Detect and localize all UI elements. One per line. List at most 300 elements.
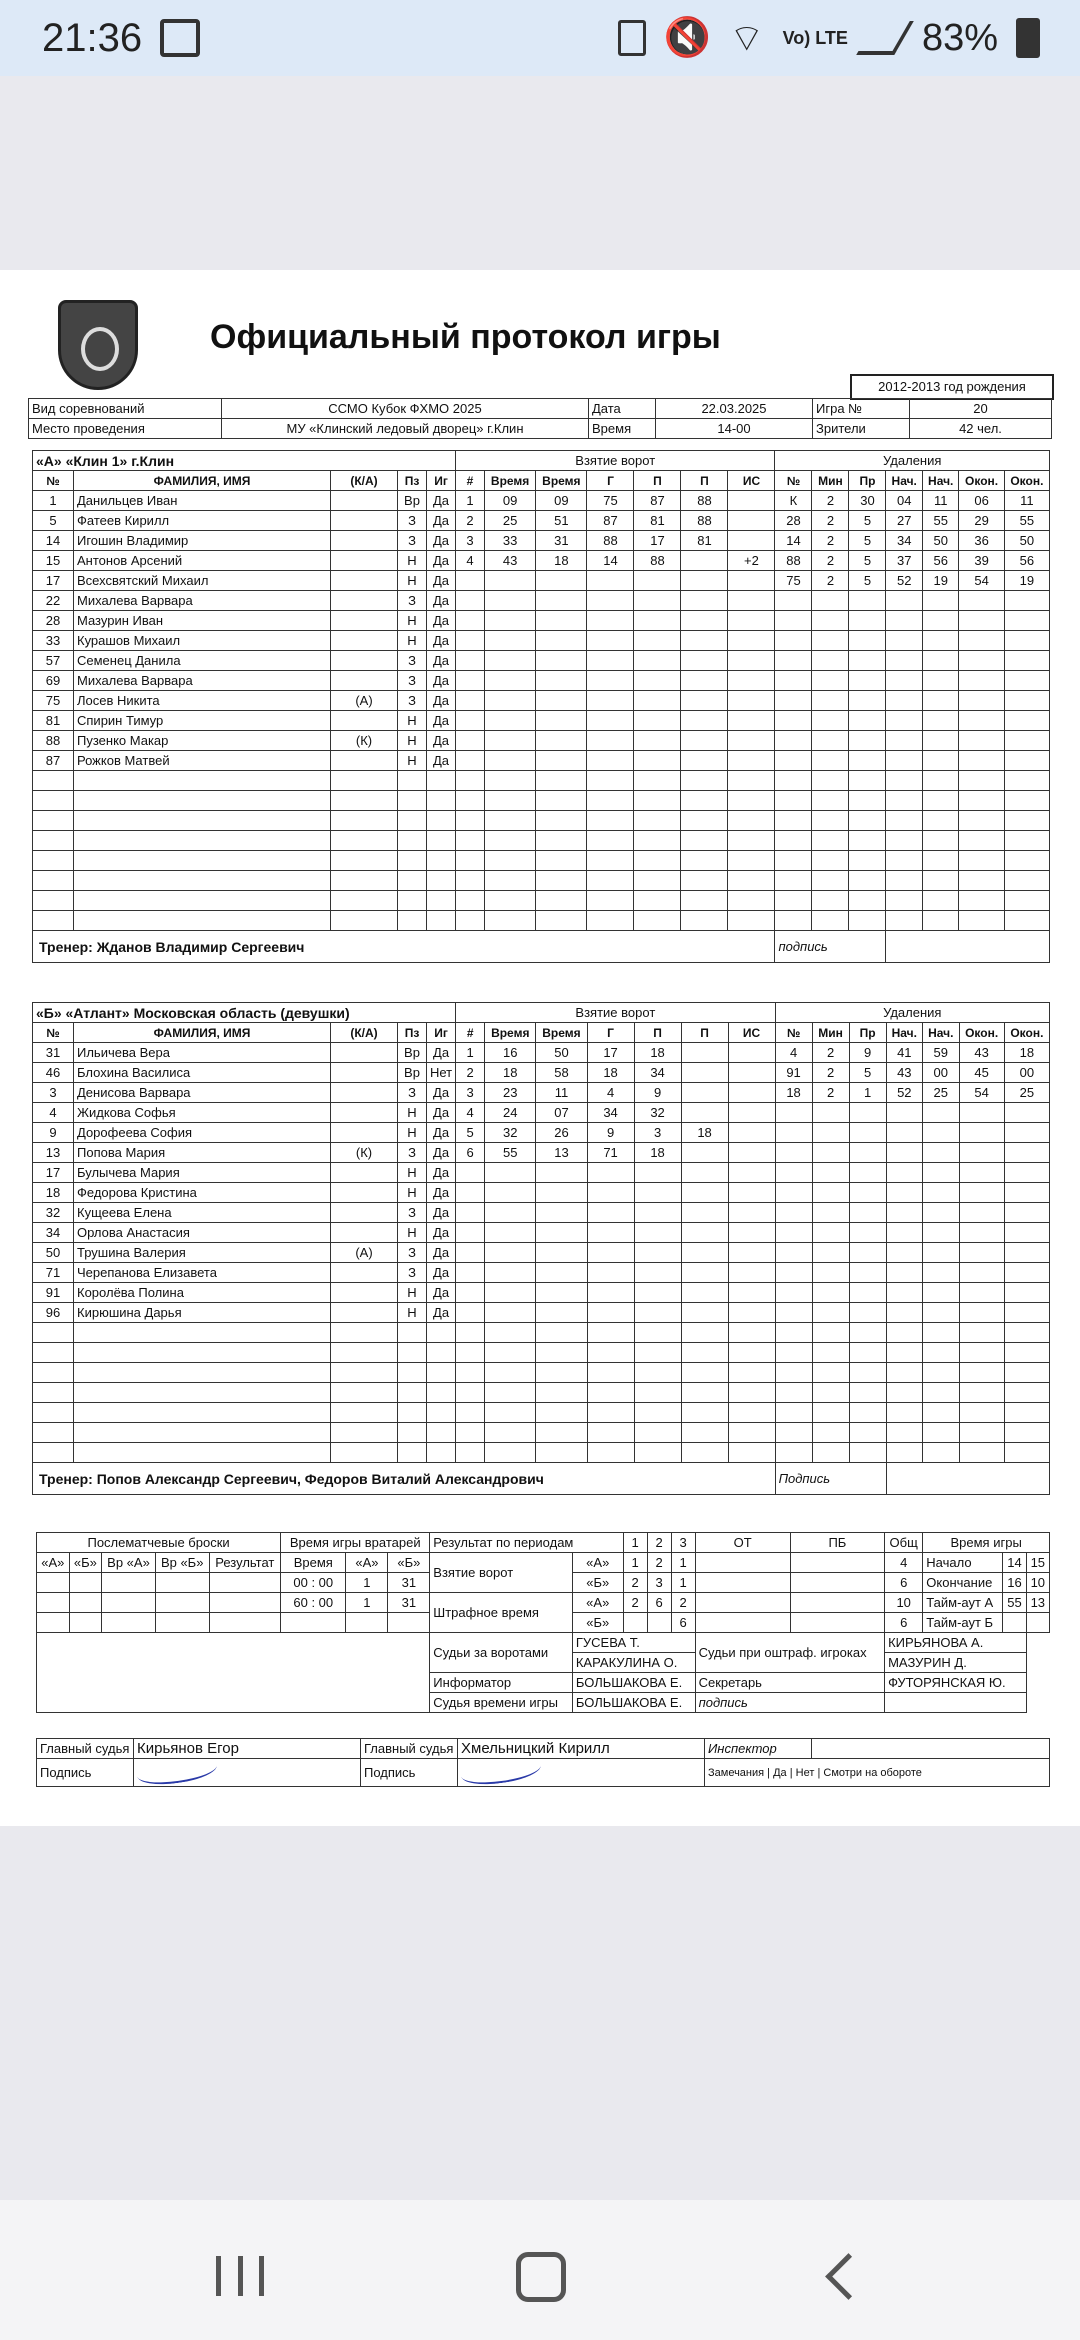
player-cell: З xyxy=(398,651,427,671)
goal-cell xyxy=(681,1283,728,1303)
penalty-cell xyxy=(1004,1103,1049,1123)
goal-cell xyxy=(485,891,536,911)
penalty-cell xyxy=(849,671,886,691)
penalty-cell xyxy=(775,891,812,911)
home-button[interactable] xyxy=(516,2252,566,2302)
penalty-cell xyxy=(849,1303,886,1323)
player-cell xyxy=(331,1423,398,1443)
penalty-cell xyxy=(1004,1123,1049,1143)
col-start2: Нач. xyxy=(923,1023,959,1043)
player-cell xyxy=(331,631,398,651)
player-cell: З xyxy=(398,1083,427,1103)
end-h: 16 xyxy=(1003,1573,1026,1593)
player-cell xyxy=(398,891,427,911)
penalty-cell xyxy=(849,1323,886,1343)
goal-cell xyxy=(728,851,775,871)
goal-cell xyxy=(587,1303,634,1323)
penalty-cell xyxy=(775,711,812,731)
player-cell xyxy=(398,1423,427,1443)
col-start: Нач. xyxy=(886,1023,922,1043)
goal-cell xyxy=(485,791,536,811)
penalty-cell xyxy=(775,1403,812,1423)
player-cell: Курашов Михаил xyxy=(74,631,331,651)
penalty-cell xyxy=(959,1443,1004,1463)
penalty-cell: 04 xyxy=(886,491,923,511)
shootout-header: Послематчевые броски xyxy=(37,1533,281,1553)
player-cell xyxy=(74,891,331,911)
goal-cell xyxy=(634,1343,681,1363)
penalty-cell xyxy=(959,1123,1004,1143)
goal-cell xyxy=(681,1323,728,1343)
penalty-cell xyxy=(849,1123,886,1143)
goal-cell xyxy=(681,1163,728,1183)
penalty-cell xyxy=(886,611,923,631)
col-is: ИС xyxy=(728,471,775,491)
goal-cell xyxy=(456,711,485,731)
player-cell: 88 xyxy=(33,731,74,751)
goal-cell xyxy=(634,1443,681,1463)
team-name: «А» «Клин 1» г.Клин xyxy=(33,451,456,471)
player-cell xyxy=(398,791,427,811)
goal-cell xyxy=(536,771,587,791)
player-cell: 57 xyxy=(33,651,74,671)
goal-cell xyxy=(485,771,536,791)
player-cell: 71 xyxy=(33,1263,74,1283)
goal-cell xyxy=(485,671,536,691)
penalty-cell: 5 xyxy=(849,571,886,591)
penalty-cell xyxy=(849,1143,886,1163)
penalty-cell xyxy=(886,911,923,931)
goal-cell xyxy=(681,551,728,571)
penalty-cell xyxy=(812,811,849,831)
penalty-cell: 50 xyxy=(1004,531,1049,551)
player-cell xyxy=(398,1383,427,1403)
goal-cell xyxy=(681,1063,728,1083)
penalty-cell xyxy=(775,1123,812,1143)
penalty-cell xyxy=(959,891,1004,911)
goal-cell: 07 xyxy=(536,1103,587,1123)
penalty-cell xyxy=(959,671,1004,691)
penalty-cell xyxy=(812,1383,849,1403)
player-cell: 69 xyxy=(33,671,74,691)
col-end2: Окон. xyxy=(1004,1023,1049,1043)
game-label: Игра № xyxy=(813,399,910,419)
goal-cell: 3 xyxy=(456,531,485,551)
player-cell: 31 xyxy=(33,1043,74,1063)
penalty-cell xyxy=(775,1263,812,1283)
goal-cell: 32 xyxy=(485,1123,536,1143)
player-cell: 32 xyxy=(33,1203,74,1223)
player-cell xyxy=(427,791,456,811)
goal-cell xyxy=(681,851,728,871)
col-num: № xyxy=(33,471,74,491)
goal-cell xyxy=(485,711,536,731)
player-cell: З xyxy=(398,511,427,531)
player-cell: Да xyxy=(427,711,456,731)
chief-ref-2-label: Главный судья xyxy=(361,1739,458,1759)
penalty-cell xyxy=(1004,671,1049,691)
goal-cell xyxy=(485,611,536,631)
player-cell xyxy=(331,771,398,791)
player-cell xyxy=(331,751,398,771)
table-row xyxy=(33,791,1050,811)
penalty-cell xyxy=(959,631,1004,651)
penalty-cell: 54 xyxy=(959,571,1004,591)
penalty-cell xyxy=(1004,851,1049,871)
penalty-cell: 25 xyxy=(923,1083,959,1103)
goal-cell xyxy=(634,1203,681,1223)
penalty-cell: 30 xyxy=(849,491,886,511)
goal-cell xyxy=(536,851,587,871)
gk-time-header: Время игры вратарей xyxy=(281,1533,430,1553)
goal-cell xyxy=(456,771,485,791)
penalty-cell xyxy=(1004,1423,1049,1443)
goal-cell xyxy=(587,1163,634,1183)
goal-cell xyxy=(536,1303,587,1323)
player-cell xyxy=(33,911,74,931)
goal-cell xyxy=(728,1263,775,1283)
goal-cell xyxy=(587,1283,634,1303)
penalty-cell xyxy=(775,611,812,631)
penalty-cell xyxy=(812,851,849,871)
goal-cell xyxy=(728,751,775,771)
player-cell: Да xyxy=(427,1303,456,1323)
goal-cell xyxy=(536,751,587,771)
penalty-cell xyxy=(922,811,959,831)
goal-cell xyxy=(681,811,728,831)
goal-cell xyxy=(728,1103,775,1123)
goal-cell xyxy=(681,651,728,671)
table-row xyxy=(33,571,1050,591)
player-cell: Да xyxy=(427,731,456,751)
goal-cell xyxy=(634,1223,681,1243)
protocol-title: Официальный протокол игры xyxy=(210,318,721,356)
penalty-cell: 55 xyxy=(922,511,959,531)
goal-cell xyxy=(485,1243,536,1263)
goal-cell xyxy=(728,1183,775,1203)
chief-ref-2: Хмельницкий Кирилл xyxy=(458,1739,705,1759)
goal-cell xyxy=(456,1423,485,1443)
penalty-cell xyxy=(1004,631,1049,651)
penalty-cell xyxy=(923,1123,959,1143)
penalty-cell xyxy=(922,711,959,731)
player-cell xyxy=(74,1383,331,1403)
penalty-cell xyxy=(959,1403,1004,1423)
penalty-cell xyxy=(922,831,959,851)
player-cell xyxy=(74,871,331,891)
player-cell xyxy=(427,811,456,831)
goal-cell xyxy=(456,1243,485,1263)
table-row xyxy=(33,1063,1050,1083)
recent-apps-button[interactable] xyxy=(216,2256,264,2296)
wifi-icon: ⌔ xyxy=(728,18,765,60)
penalty-cell: 50 xyxy=(922,531,959,551)
goal-cell xyxy=(456,1163,485,1183)
goal-cell xyxy=(485,571,536,591)
penalty-cell xyxy=(775,1103,812,1123)
penalty-cell xyxy=(812,591,849,611)
goal-cell: 81 xyxy=(681,531,728,551)
goal-cell xyxy=(456,1403,485,1423)
goal-cell xyxy=(587,1383,634,1403)
goal-cell xyxy=(681,571,728,591)
goal-cell xyxy=(485,1283,536,1303)
goal-cell xyxy=(587,1363,634,1383)
penalty-cell xyxy=(959,611,1004,631)
player-cell: Н xyxy=(398,751,427,771)
penalty-cell xyxy=(849,651,886,671)
goal-cell: 13 xyxy=(536,1143,587,1163)
goal-cell xyxy=(634,1183,681,1203)
penalty-cell: 19 xyxy=(922,571,959,591)
player-cell: Н xyxy=(398,1123,427,1143)
goal-cell: 32 xyxy=(634,1103,681,1123)
player-cell xyxy=(398,851,427,871)
penalty-cell xyxy=(959,1283,1004,1303)
goal-cell xyxy=(728,831,775,851)
player-cell xyxy=(427,1323,456,1343)
penalty-cell xyxy=(812,1423,849,1443)
penalty-cell xyxy=(886,1103,922,1123)
goal-cell xyxy=(681,1143,728,1163)
penalty-cell xyxy=(1004,1363,1049,1383)
penalty-cell xyxy=(1004,1223,1049,1243)
spectators-label: Зрители xyxy=(813,419,910,439)
player-cell: 87 xyxy=(33,751,74,771)
table-row xyxy=(33,751,1050,771)
table-row xyxy=(33,871,1050,891)
player-cell xyxy=(33,771,74,791)
goal-cell: 11 xyxy=(536,1083,587,1103)
goal-cell xyxy=(728,791,775,811)
penalty-cell xyxy=(959,1423,1004,1443)
penalty-cell xyxy=(849,751,886,771)
penalty-cell xyxy=(886,691,923,711)
player-cell xyxy=(398,1443,427,1463)
penalty-cell xyxy=(959,771,1004,791)
penalty-cell xyxy=(812,1263,849,1283)
player-cell: Да xyxy=(427,1103,456,1123)
player-cell: З xyxy=(398,531,427,551)
goal-cell xyxy=(485,1323,536,1343)
penalty-cell: 28 xyxy=(775,511,812,531)
goal-cell xyxy=(681,731,728,751)
player-cell: З xyxy=(398,591,427,611)
penalty-cell xyxy=(886,1363,922,1383)
penalty-cell xyxy=(923,1423,959,1443)
goal-cell xyxy=(456,611,485,631)
penalty-cell xyxy=(849,1183,886,1203)
penalty-cell xyxy=(886,591,923,611)
penalty-cell xyxy=(812,731,849,751)
player-cell: Рожков Матвей xyxy=(74,751,331,771)
penalty-cell xyxy=(886,651,923,671)
penalty-cell xyxy=(923,1103,959,1123)
table-row xyxy=(33,771,1050,791)
pen-judges-label: Судьи при оштраф. игроках xyxy=(695,1633,885,1673)
result-header: Результат по периодам xyxy=(430,1533,623,1553)
goal-cell xyxy=(728,1223,775,1243)
goal-cell xyxy=(681,691,728,711)
goal-cell xyxy=(634,1303,681,1323)
goal-cell xyxy=(536,651,587,671)
player-cell: 4 xyxy=(33,1103,74,1123)
goal-cell: 87 xyxy=(634,491,681,511)
goal-cell xyxy=(728,591,775,611)
goal-cell xyxy=(456,791,485,811)
goal-cell xyxy=(485,751,536,771)
goal-cell xyxy=(536,591,587,611)
table-row xyxy=(33,1223,1050,1243)
penalty-cell xyxy=(923,1283,959,1303)
penalty-cell xyxy=(886,1283,922,1303)
goal-cell xyxy=(456,631,485,651)
secretary-label: Секретарь xyxy=(695,1673,885,1693)
col-g: Г xyxy=(587,471,634,491)
goal-cell xyxy=(728,1443,775,1463)
goal-cell xyxy=(681,1423,728,1443)
goal-cell xyxy=(728,1243,775,1263)
back-button[interactable] xyxy=(825,2253,872,2300)
end-m: 10 xyxy=(1026,1573,1049,1593)
col-ka: (К/А) xyxy=(331,1023,398,1043)
goal-cell xyxy=(456,871,485,891)
period-pb: ПБ xyxy=(790,1533,884,1553)
goal-cell xyxy=(728,631,775,651)
goal-cell xyxy=(587,811,634,831)
player-cell xyxy=(33,1343,74,1363)
goal-cell xyxy=(681,1103,728,1123)
goal-cell xyxy=(728,891,775,911)
penalty-cell xyxy=(812,1323,849,1343)
goal-cell xyxy=(681,631,728,651)
penalty-cell xyxy=(923,1363,959,1383)
goal-cell xyxy=(536,1443,587,1463)
player-cell: З xyxy=(398,1143,427,1163)
player-cell: Кущеева Елена xyxy=(74,1203,331,1223)
penalty-cell xyxy=(1004,1323,1049,1343)
goal-cell xyxy=(681,1443,728,1463)
player-cell: Да xyxy=(427,1203,456,1223)
gk1-b: 31 xyxy=(388,1573,430,1593)
goal-cell xyxy=(728,1143,775,1163)
goal-cell xyxy=(681,831,728,851)
player-cell: Н xyxy=(398,1183,427,1203)
penalty-cell xyxy=(775,811,812,831)
goal-cell: 24 xyxy=(485,1103,536,1123)
goal-cell xyxy=(728,871,775,891)
player-cell: Да xyxy=(427,1183,456,1203)
penalty-cell xyxy=(922,791,959,811)
coach-signature xyxy=(886,931,1050,963)
goal-cell xyxy=(536,691,587,711)
penalty-cell xyxy=(886,1143,922,1163)
penalty-cell xyxy=(1004,1383,1049,1403)
penalty-cell xyxy=(849,791,886,811)
goal-cell xyxy=(536,1383,587,1403)
player-cell xyxy=(331,531,398,551)
penalty-cell xyxy=(775,591,812,611)
penalty-cell xyxy=(812,791,849,811)
penalty-cell xyxy=(1004,771,1049,791)
player-cell xyxy=(331,591,398,611)
pim-a-total: 10 xyxy=(885,1593,923,1613)
penalty-cell xyxy=(886,851,923,871)
referees-table: Главный судья Кирьянов Егор Главный судья Хмельницкий Кирилл Инспектор Подпись Подпись Замечания | Да | Нет | Смотри на обороте xyxy=(36,1738,1050,1787)
goal-cell xyxy=(456,1443,485,1463)
penalty-cell xyxy=(922,851,959,871)
penalty-cell xyxy=(775,1203,812,1223)
penalty-cell xyxy=(812,751,849,771)
goal-cell xyxy=(456,751,485,771)
player-cell xyxy=(331,1043,398,1063)
table-row xyxy=(33,1263,1050,1283)
player-cell: 14 xyxy=(33,531,74,551)
goal-cell xyxy=(456,651,485,671)
player-cell xyxy=(331,551,398,571)
goal-cell: 14 xyxy=(587,551,634,571)
table-row xyxy=(33,1043,1050,1063)
player-cell xyxy=(331,891,398,911)
goal-cell xyxy=(728,511,775,531)
penalty-cell xyxy=(775,831,812,851)
protocol-document[interactable] xyxy=(0,270,1080,1826)
goal-cell xyxy=(456,1283,485,1303)
status-bar xyxy=(0,0,1080,76)
goal-cell xyxy=(587,1223,634,1243)
goal-cell xyxy=(485,1183,536,1203)
player-cell: Михалева Варвара xyxy=(74,591,331,611)
penalty-cell xyxy=(959,1263,1004,1283)
goal-cell xyxy=(728,1403,775,1423)
goal-cell xyxy=(634,851,681,871)
informer-label: Информатор xyxy=(430,1673,573,1693)
penalty-cell: К xyxy=(775,491,812,511)
player-cell xyxy=(331,1223,398,1243)
goal-cell xyxy=(587,731,634,751)
penalty-cell xyxy=(775,911,812,931)
goal-cell xyxy=(634,1323,681,1343)
player-cell: Денисова Варвара xyxy=(74,1083,331,1103)
player-cell: Нет xyxy=(427,1063,456,1083)
goal-cell xyxy=(485,1443,536,1463)
penalty-cell xyxy=(1004,1283,1049,1303)
penalty-cell xyxy=(1004,751,1049,771)
penalty-cell xyxy=(849,1263,886,1283)
player-cell xyxy=(331,671,398,691)
mute-icon: 🔇 xyxy=(663,17,711,59)
penalty-cell xyxy=(775,1383,812,1403)
period-total: Общ xyxy=(885,1533,923,1553)
col-p: П xyxy=(634,471,681,491)
goal-cell xyxy=(634,831,681,851)
penalty-cell xyxy=(959,811,1004,831)
player-cell xyxy=(331,871,398,891)
penalty-cell xyxy=(775,791,812,811)
goal-cell xyxy=(536,731,587,751)
goal-cell xyxy=(587,891,634,911)
player-cell xyxy=(398,771,427,791)
remarks-yes: Да xyxy=(773,1766,787,1779)
penalty-cell: 00 xyxy=(1004,1063,1049,1083)
goal-cell xyxy=(536,1403,587,1423)
penalty-cell: 54 xyxy=(959,1083,1004,1103)
secretary-value: ФУТОРЯНСКАЯ Ю. xyxy=(885,1673,1027,1693)
goal-cell xyxy=(681,1343,728,1363)
player-cell: 18 xyxy=(33,1183,74,1203)
table-row xyxy=(33,1123,1050,1143)
goal-cell xyxy=(681,1243,728,1263)
